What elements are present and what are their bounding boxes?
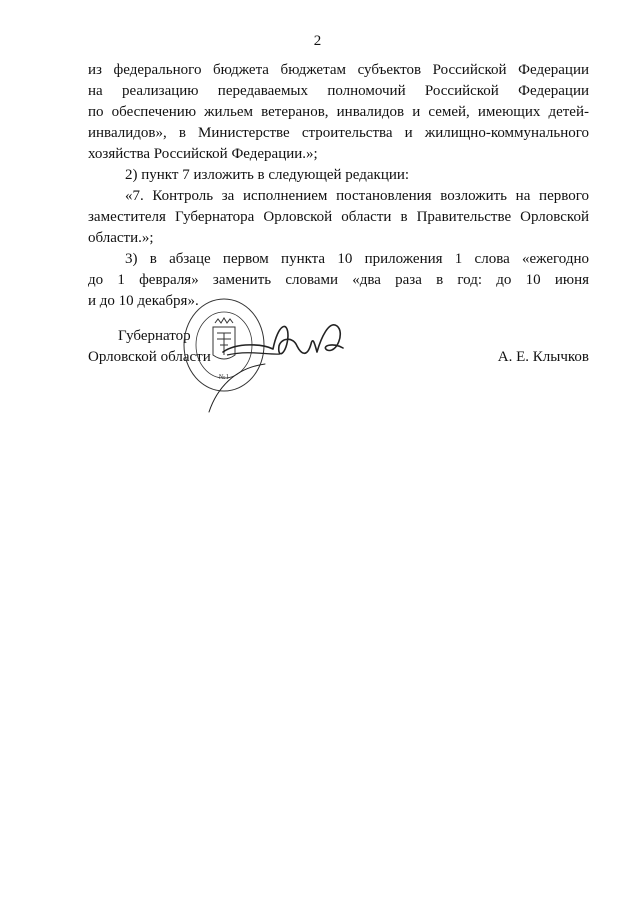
text-line: из федерального бюджета бюджетам субъектов Российской Федерации (88, 62, 589, 78)
handwritten-signature-icon (205, 300, 365, 415)
seal-number: №1 (218, 373, 230, 381)
item-3-line: до 1 февраля» заменить словами «два раза в год: до 10 июня (88, 272, 589, 288)
signer-name: А. Е. Клычков (497, 349, 589, 365)
position-line-1: Губернатор (118, 328, 191, 344)
item-2-quote-line: области.»; (88, 230, 154, 246)
item-3-line: и до 10 декабря». (88, 293, 199, 309)
text-line: по обеспечению жильем ветеранов, инвалидов и семей, имеющих детей- (88, 104, 589, 120)
item-3-line: 3) в абзаце первом пункта 10 приложения 1 слова «ежегодно (125, 251, 589, 267)
position-line-2: Орловской области (88, 349, 211, 365)
document-body (88, 60, 589, 312)
text-line: инвалидов», в Министерстве строительства и жилищно-коммунального (88, 125, 589, 141)
item-2-heading: 2) пункт 7 изложить в следующей редакции: (125, 167, 410, 183)
page-number: 2 (313, 33, 322, 49)
item-2-quote-line: «7. Контроль за исполнением постановления возложить на первого (125, 188, 589, 204)
text-line: хозяйства Российской Федерации.»; (88, 146, 318, 162)
item-2-quote-line: заместителя Губернатора Орловской области в Правительстве Орловской (88, 209, 589, 225)
text-line: на реализацию передаваемых полномочий Российской Федерации (88, 83, 589, 99)
